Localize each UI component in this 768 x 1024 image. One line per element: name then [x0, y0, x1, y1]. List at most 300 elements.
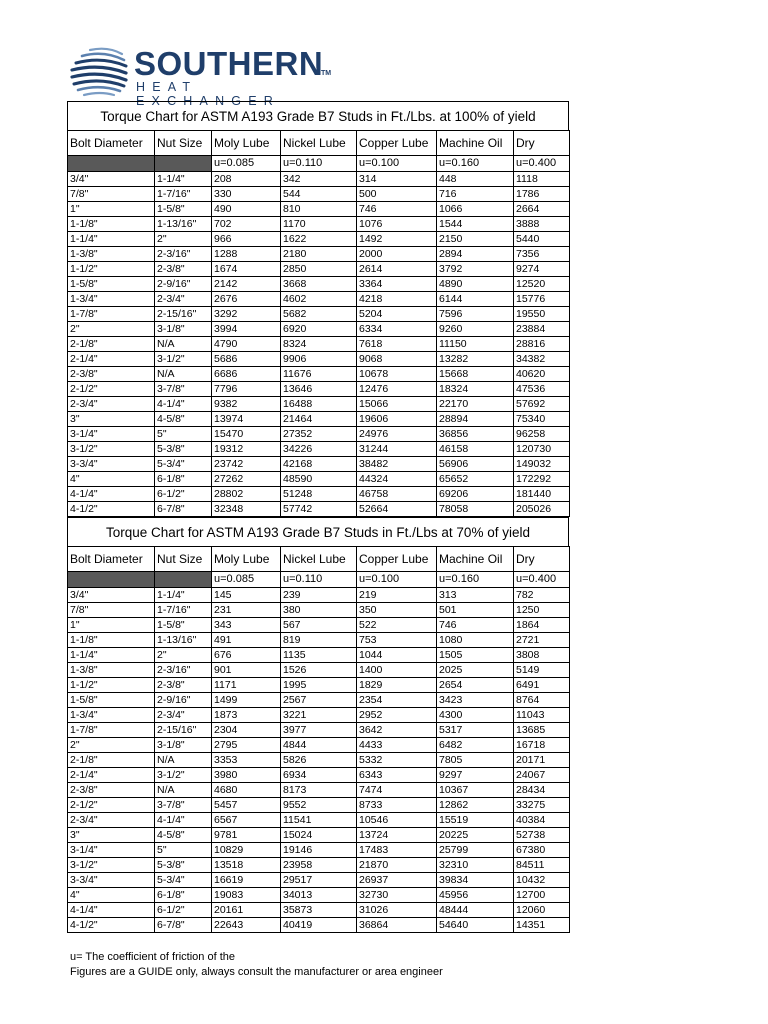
blank-shaded-cell: [68, 572, 155, 588]
table-cell: 3977: [281, 723, 357, 738]
table-cell: 149032: [514, 457, 570, 472]
table-cell: 15470: [212, 427, 281, 442]
table-row: [68, 828, 570, 843]
table-cell: 5-3/4": [155, 873, 212, 888]
table-cell: 6491: [514, 678, 570, 693]
table-cell: 313: [437, 588, 514, 603]
table-cell: 490: [212, 202, 281, 217]
table-cell: 1499: [212, 693, 281, 708]
table-cell: 5682: [281, 307, 357, 322]
table-cell: 21464: [281, 412, 357, 427]
friction-coefficient: u=0.400: [514, 156, 570, 172]
table-cell: 448: [437, 172, 514, 187]
table-cell: 1829: [357, 678, 437, 693]
table-row: [68, 678, 570, 693]
table-cell: 12862: [437, 798, 514, 813]
table-cell: 5686: [212, 352, 281, 367]
table-cell: 5-3/8": [155, 442, 212, 457]
table-cell: 2-3/4": [155, 292, 212, 307]
table-cell: 3221: [281, 708, 357, 723]
table-row: [68, 738, 570, 753]
table-cell: 84511: [514, 858, 570, 873]
table-cell: 4": [68, 472, 155, 487]
column-header: Dry: [514, 131, 570, 156]
table-cell: 10678: [357, 367, 437, 382]
table-cell: 380: [281, 603, 357, 618]
table-cell: 52738: [514, 828, 570, 843]
table-cell: 54640: [437, 918, 514, 933]
friction-coefficient: u=0.160: [437, 572, 514, 588]
table-cell: 28816: [514, 337, 570, 352]
table-cell: 2142: [212, 277, 281, 292]
table-cell: 1250: [514, 603, 570, 618]
table-cell: 1400: [357, 663, 437, 678]
table-cell: 3980: [212, 768, 281, 783]
table-cell: 2-3/8": [68, 367, 155, 382]
table-cell: 3642: [357, 723, 437, 738]
table-cell: 48444: [437, 903, 514, 918]
table-cell: 2": [155, 232, 212, 247]
table-cell: 46158: [437, 442, 514, 457]
table-cell: 1-3/4": [68, 292, 155, 307]
table-cell: N/A: [155, 367, 212, 382]
table-cell: 67380: [514, 843, 570, 858]
table-cell: 1-1/4": [155, 588, 212, 603]
table-cell: 6482: [437, 738, 514, 753]
table-cell: 1526: [281, 663, 357, 678]
table-cell: 782: [514, 588, 570, 603]
friction-coefficient: u=0.110: [281, 572, 357, 588]
table-cell: 330: [212, 187, 281, 202]
table-cell: 2000: [357, 247, 437, 262]
table-cell: 34226: [281, 442, 357, 457]
table-cell: 3-7/8": [155, 382, 212, 397]
table-cell: 3/4": [68, 588, 155, 603]
column-header: Bolt Diameter: [68, 131, 155, 156]
table-cell: 4-5/8": [155, 828, 212, 843]
table-cell: 350: [357, 603, 437, 618]
table-cell: 12476: [357, 382, 437, 397]
table-cell: 5826: [281, 753, 357, 768]
logo-subtitle: HEAT EXCHANGER: [136, 80, 280, 108]
table-cell: 2-1/2": [68, 798, 155, 813]
torque-table: [67, 130, 570, 517]
table-cell: 78058: [437, 502, 514, 517]
table-cell: 4844: [281, 738, 357, 753]
table-cell: 9906: [281, 352, 357, 367]
table-cell: 2567: [281, 693, 357, 708]
friction-coefficient: u=0.085: [212, 156, 281, 172]
table-row: [68, 663, 570, 678]
table-cell: 2-15/16": [155, 723, 212, 738]
table-cell: 23742: [212, 457, 281, 472]
table-cell: 2-3/8": [155, 262, 212, 277]
table-cell: 1-7/8": [68, 723, 155, 738]
table-cell: 5440: [514, 232, 570, 247]
table-cell: 21870: [357, 858, 437, 873]
table-cell: 2-3/4": [68, 397, 155, 412]
table-cell: 14351: [514, 918, 570, 933]
table-cell: 29517: [281, 873, 357, 888]
table-cell: 5": [155, 427, 212, 442]
table-cell: 567: [281, 618, 357, 633]
table-cell: 9260: [437, 322, 514, 337]
table-cell: 1-5/8": [68, 693, 155, 708]
table-row: [68, 397, 570, 412]
table-cell: 2-3/8": [68, 783, 155, 798]
table-cell: 57742: [281, 502, 357, 517]
table-cell: 3364: [357, 277, 437, 292]
table-cell: 33275: [514, 798, 570, 813]
table-cell: 12520: [514, 277, 570, 292]
table-cell: 8764: [514, 693, 570, 708]
table-cell: 36864: [357, 918, 437, 933]
column-header: Nickel Lube: [281, 131, 357, 156]
table-cell: 2-1/2": [68, 382, 155, 397]
table-cell: 1044: [357, 648, 437, 663]
table-cell: 15776: [514, 292, 570, 307]
table-cell: 2-9/16": [155, 693, 212, 708]
table-cell: 1622: [281, 232, 357, 247]
table-cell: 1066: [437, 202, 514, 217]
table-cell: 6-1/2": [155, 903, 212, 918]
table-cell: 51248: [281, 487, 357, 502]
table-cell: 9781: [212, 828, 281, 843]
table-cell: 2614: [357, 262, 437, 277]
table-cell: 3353: [212, 753, 281, 768]
footnotes: [70, 950, 443, 980]
table-row: [68, 367, 570, 382]
table-row: [68, 813, 570, 828]
table-cell: 2-3/4": [155, 708, 212, 723]
table-cell: 3": [68, 412, 155, 427]
table-cell: 1-1/2": [68, 678, 155, 693]
column-header: Copper Lube: [357, 131, 437, 156]
table-row: [68, 723, 570, 738]
table-cell: 52664: [357, 502, 437, 517]
table-cell: 2-1/4": [68, 352, 155, 367]
table-cell: 46758: [357, 487, 437, 502]
table-cell: 40419: [281, 918, 357, 933]
table-cell: 1171: [212, 678, 281, 693]
table-cell: 9068: [357, 352, 437, 367]
friction-coefficient: u=0.100: [357, 156, 437, 172]
table-cell: 2150: [437, 232, 514, 247]
table-cell: 3-1/4": [68, 427, 155, 442]
table-cell: 1492: [357, 232, 437, 247]
table-cell: 6567: [212, 813, 281, 828]
table-cell: 8324: [281, 337, 357, 352]
table-cell: 4-1/4": [155, 813, 212, 828]
table-cell: 6-7/8": [155, 918, 212, 933]
table-cell: 34382: [514, 352, 570, 367]
table-row: [68, 442, 570, 457]
table-cell: 4-5/8": [155, 412, 212, 427]
table-cell: 12060: [514, 903, 570, 918]
table-cell: 702: [212, 217, 281, 232]
table-cell: 10367: [437, 783, 514, 798]
table-cell: 3-1/8": [155, 738, 212, 753]
table-row: [68, 247, 570, 262]
table-cell: 7/8": [68, 187, 155, 202]
table-cell: 13974: [212, 412, 281, 427]
table-cell: 20225: [437, 828, 514, 843]
table-cell: 3-3/4": [68, 873, 155, 888]
table-cell: 3292: [212, 307, 281, 322]
torque-chart-sheet: [67, 101, 569, 933]
table-cell: 5-3/8": [155, 858, 212, 873]
table-cell: 15066: [357, 397, 437, 412]
table-cell: 9274: [514, 262, 570, 277]
table-cell: 3/4": [68, 172, 155, 187]
blank-shaded-cell: [155, 156, 212, 172]
table-cell: 1-7/8": [68, 307, 155, 322]
table-row: [68, 427, 570, 442]
table-cell: 31026: [357, 903, 437, 918]
column-header: Moly Lube: [212, 547, 281, 572]
table-row: [68, 888, 570, 903]
table-cell: 1-1/8": [68, 633, 155, 648]
table-cell: 6-7/8": [155, 502, 212, 517]
table-cell: 1-1/4": [68, 232, 155, 247]
table-cell: 13685: [514, 723, 570, 738]
table-cell: 40620: [514, 367, 570, 382]
table-cell: 2664: [514, 202, 570, 217]
table-cell: 544: [281, 187, 357, 202]
table-cell: 3-1/4": [68, 843, 155, 858]
table-cell: 2721: [514, 633, 570, 648]
table-cell: 1-7/16": [155, 187, 212, 202]
table-cell: 6686: [212, 367, 281, 382]
table-cell: 522: [357, 618, 437, 633]
table-cell: 5149: [514, 663, 570, 678]
table-cell: 11541: [281, 813, 357, 828]
table-cell: 9382: [212, 397, 281, 412]
table-cell: 32730: [357, 888, 437, 903]
table-cell: 40384: [514, 813, 570, 828]
table-cell: 24067: [514, 768, 570, 783]
table-cell: 219: [357, 588, 437, 603]
table-cell: 1288: [212, 247, 281, 262]
table-cell: 1674: [212, 262, 281, 277]
table-cell: 1-3/8": [68, 247, 155, 262]
table-cell: 1-5/8": [68, 277, 155, 292]
table-cell: 32348: [212, 502, 281, 517]
table-row: [68, 352, 570, 367]
friction-note: u= The coefficient of friction of the: [70, 951, 235, 963]
table-cell: 2354: [357, 693, 437, 708]
table-row: [68, 502, 570, 517]
table-cell: 6343: [357, 768, 437, 783]
guide-disclaimer: Figures are a GUIDE only, always consult the manufacturer or area engineer: [70, 966, 443, 978]
table-cell: 819: [281, 633, 357, 648]
column-header: Nut Size: [155, 131, 212, 156]
table-cell: 10432: [514, 873, 570, 888]
table-cell: 20161: [212, 903, 281, 918]
table-cell: 1-1/8": [68, 217, 155, 232]
friction-coefficient: u=0.110: [281, 156, 357, 172]
table-cell: 10829: [212, 843, 281, 858]
table-cell: 5317: [437, 723, 514, 738]
table-cell: 7474: [357, 783, 437, 798]
table-cell: 4218: [357, 292, 437, 307]
table-cell: 19550: [514, 307, 570, 322]
table-cell: 17483: [357, 843, 437, 858]
table-row: [68, 708, 570, 723]
table-cell: 901: [212, 663, 281, 678]
table-cell: 6-1/2": [155, 487, 212, 502]
table-cell: 2654: [437, 678, 514, 693]
table-cell: 16619: [212, 873, 281, 888]
table-cell: 1-13/16": [155, 217, 212, 232]
table-cell: N/A: [155, 783, 212, 798]
table-cell: 2952: [357, 708, 437, 723]
column-header: Moly Lube: [212, 131, 281, 156]
table-cell: 4-1/2": [68, 502, 155, 517]
coefficient-row: [68, 156, 570, 172]
table-row: [68, 903, 570, 918]
table-row: [68, 412, 570, 427]
table-cell: 75340: [514, 412, 570, 427]
table-cell: 1-3/8": [68, 663, 155, 678]
table-cell: 1-7/16": [155, 603, 212, 618]
table-cell: 1076: [357, 217, 437, 232]
table-row: [68, 322, 570, 337]
table-cell: 2-3/4": [68, 813, 155, 828]
column-header: Copper Lube: [357, 547, 437, 572]
table-cell: 4-1/2": [68, 918, 155, 933]
table-cell: 7796: [212, 382, 281, 397]
table-cell: 172292: [514, 472, 570, 487]
table-cell: 314: [357, 172, 437, 187]
table-cell: 343: [212, 618, 281, 633]
table-cell: 7618: [357, 337, 437, 352]
table-cell: 7805: [437, 753, 514, 768]
table-cell: 44324: [357, 472, 437, 487]
table-cell: 16718: [514, 738, 570, 753]
friction-coefficient: u=0.160: [437, 156, 514, 172]
table-cell: 2-3/8": [155, 678, 212, 693]
coefficient-row: [68, 572, 570, 588]
table-cell: 810: [281, 202, 357, 217]
table-cell: 10546: [357, 813, 437, 828]
table-cell: 13724: [357, 828, 437, 843]
table-cell: 31244: [357, 442, 437, 457]
table-cell: 3792: [437, 262, 514, 277]
table-row: [68, 858, 570, 873]
table-cell: 4-1/4": [155, 397, 212, 412]
table-cell: 4-1/4": [68, 487, 155, 502]
table-cell: 42168: [281, 457, 357, 472]
table-cell: 746: [437, 618, 514, 633]
table-cell: 4680: [212, 783, 281, 798]
table-row: [68, 337, 570, 352]
table-row: [68, 843, 570, 858]
table-row: [68, 768, 570, 783]
table-cell: 6334: [357, 322, 437, 337]
table-row: [68, 693, 570, 708]
table-cell: 13646: [281, 382, 357, 397]
table-cell: 11676: [281, 367, 357, 382]
table-cell: 4": [68, 888, 155, 903]
table-cell: 3808: [514, 648, 570, 663]
table-cell: 2-1/8": [68, 337, 155, 352]
table-cell: 1-1/4": [68, 648, 155, 663]
table-cell: 3-1/2": [68, 442, 155, 457]
table-cell: 19146: [281, 843, 357, 858]
table-cell: 3423: [437, 693, 514, 708]
table-row: [68, 187, 570, 202]
table-cell: 1118: [514, 172, 570, 187]
table-row: [68, 262, 570, 277]
table-cell: 342: [281, 172, 357, 187]
table-cell: 15024: [281, 828, 357, 843]
table-cell: 2": [155, 648, 212, 663]
table-cell: 15668: [437, 367, 514, 382]
column-header: Machine Oil: [437, 547, 514, 572]
company-logo: [68, 44, 348, 108]
table-cell: 3-1/8": [155, 322, 212, 337]
table-cell: 28802: [212, 487, 281, 502]
table-cell: 34013: [281, 888, 357, 903]
table-cell: 1786: [514, 187, 570, 202]
table-cell: 3-1/2": [155, 352, 212, 367]
table-cell: 4-1/4": [68, 903, 155, 918]
table-cell: 1135: [281, 648, 357, 663]
table-cell: 13282: [437, 352, 514, 367]
column-header: Bolt Diameter: [68, 547, 155, 572]
table-cell: 5": [155, 843, 212, 858]
table-cell: 16488: [281, 397, 357, 412]
table-cell: 2-9/16": [155, 277, 212, 292]
table-cell: 753: [357, 633, 437, 648]
table-cell: 35873: [281, 903, 357, 918]
table-cell: 2-1/4": [68, 768, 155, 783]
table-cell: 2304: [212, 723, 281, 738]
table-cell: 231: [212, 603, 281, 618]
table-row: [68, 798, 570, 813]
table-cell: 1": [68, 202, 155, 217]
table-cell: 1864: [514, 618, 570, 633]
table-cell: 27352: [281, 427, 357, 442]
table-cell: 3-1/2": [68, 858, 155, 873]
table-cell: 3": [68, 828, 155, 843]
table-cell: 20171: [514, 753, 570, 768]
table-cell: 38482: [357, 457, 437, 472]
table-cell: 6144: [437, 292, 514, 307]
table-cell: 36856: [437, 427, 514, 442]
table-row: [68, 307, 570, 322]
table-row: [68, 472, 570, 487]
table-cell: 23958: [281, 858, 357, 873]
table-cell: N/A: [155, 337, 212, 352]
table-row: [68, 382, 570, 397]
friction-coefficient: u=0.085: [212, 572, 281, 588]
table-row: [68, 783, 570, 798]
table-cell: 1995: [281, 678, 357, 693]
table-cell: 7/8": [68, 603, 155, 618]
table-cell: 205026: [514, 502, 570, 517]
table-cell: 2-3/16": [155, 247, 212, 262]
table-cell: 3-7/8": [155, 798, 212, 813]
table-cell: 145: [212, 588, 281, 603]
table-row: [68, 618, 570, 633]
table-cell: 9552: [281, 798, 357, 813]
table-cell: 1544: [437, 217, 514, 232]
table-cell: 13518: [212, 858, 281, 873]
table-cell: 69206: [437, 487, 514, 502]
table-cell: 2-3/16": [155, 663, 212, 678]
